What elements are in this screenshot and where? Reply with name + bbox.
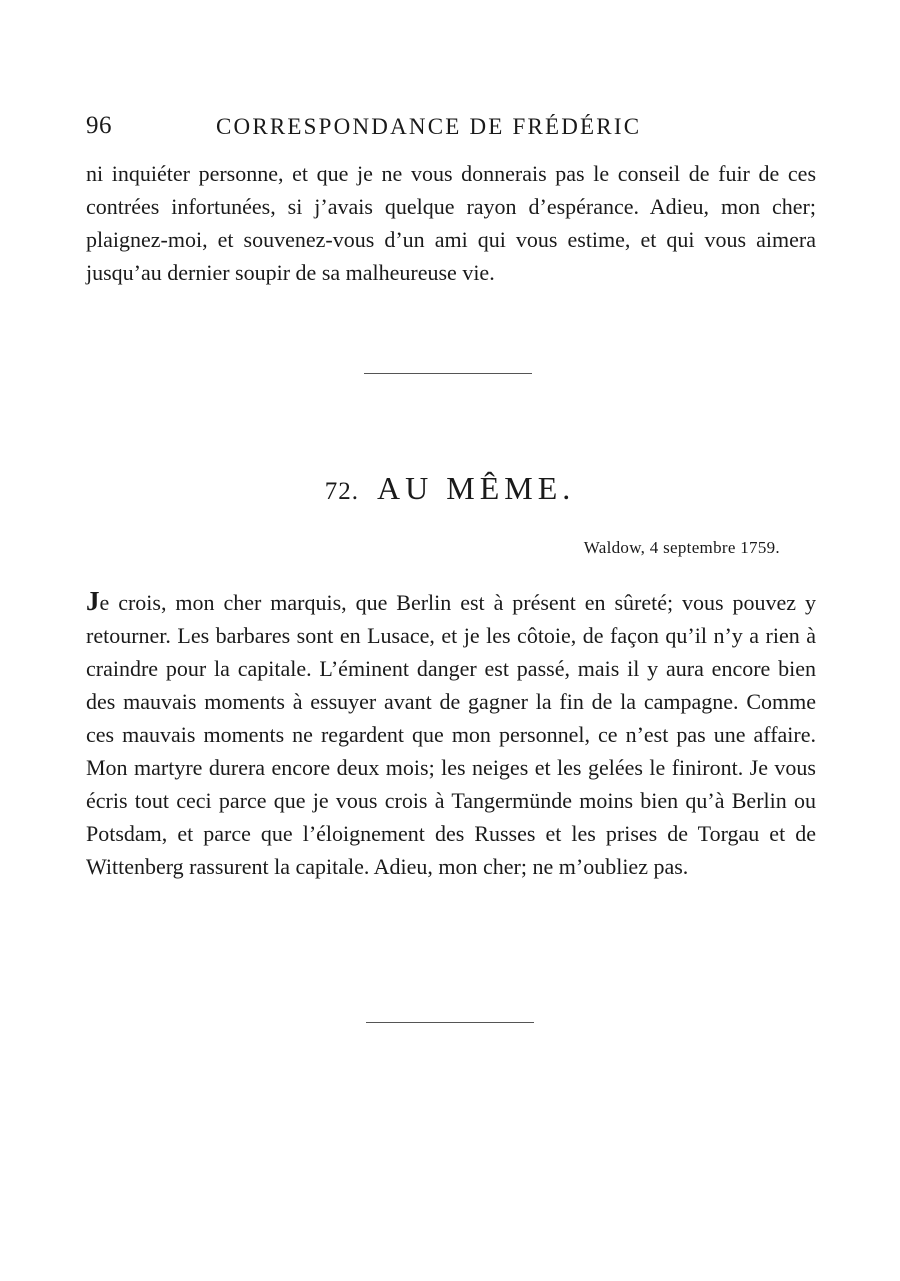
letter-number: 72. <box>324 478 360 505</box>
letter-body-text: e crois, mon cher marquis, que Berlin est à présent en sûreté; vous pouvez y retourner. Les barbares sont en Lusace, et je les côtoie, de façon qu’il n’y a rien à craindre pour la capitale. L’éminent danger est passé, mais il y aura encore bien des mauvais moments à essuyer avant de gagner la fin de la campagne. Comme ces mauvais moments ne regardent que mon personnel, ce n’est pas une affaire. Mon martyre durera encore deux mois; les neiges et les gelées le finiront. Je vous écris tout ceci parce que je vous crois à Tangermünde moins bien qu’à Berlin ou Potsdam, et parce que l’éloignement des Russes et les prises de Torgau et de Wittenberg rassurent la capitale. Adieu, mon cher; ne m’oubliez pas. <box>86 590 816 879</box>
closing-divider <box>366 1022 534 1023</box>
letter-heading <box>0 470 900 507</box>
page-header <box>86 112 816 142</box>
section-divider <box>364 373 532 374</box>
letter-title: AU MÊME. <box>377 470 576 506</box>
running-title: CORRESPONDANCE DE FRÉDÉRIC <box>216 114 642 139</box>
letter-paragraph <box>86 585 816 883</box>
drop-cap: J <box>86 586 100 616</box>
letter-body <box>86 585 816 883</box>
page-number: 96 <box>86 112 112 139</box>
continuation-text: ni inquiéter personne, et que je ne vous donnerais pas le conseil de fuir de ces contrées infortunées, si j’avais quelque rayon d’espérance. Adieu, mon cher; plaignez-moi, et souvenez-vous d’un ami qui vous estime, et qui vous aimera jusqu’au dernier soupir de sa malheureuse vie. <box>86 161 816 285</box>
letter-dateline: Waldow, 4 septembre 1759. <box>583 538 780 557</box>
continuation-paragraph <box>86 157 816 289</box>
